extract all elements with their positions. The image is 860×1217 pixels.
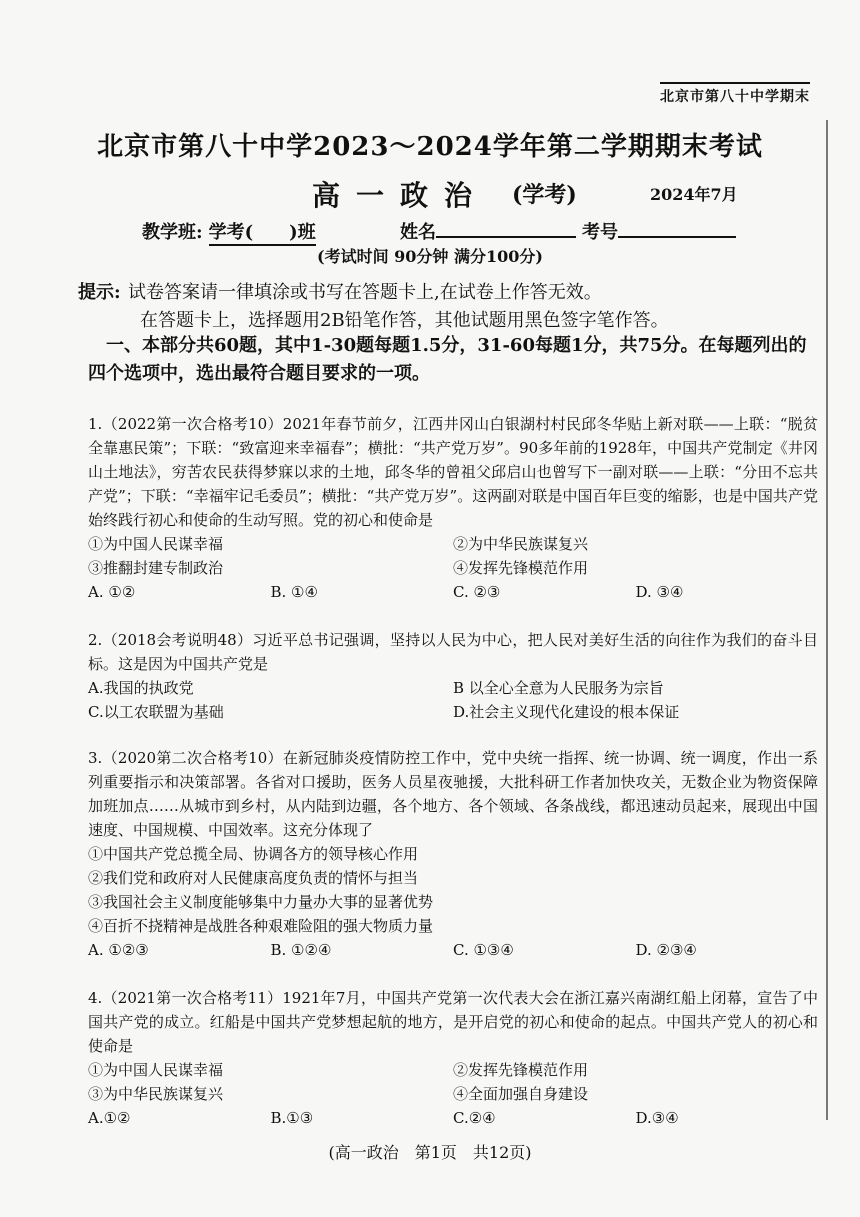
answer-option: C.以工农联盟为基础 xyxy=(88,703,224,721)
name-blank xyxy=(436,236,576,238)
statement-item: ②我们党和政府对人民健康高度负责的情怀与担当 xyxy=(88,869,419,887)
answer-option: B. ①④ xyxy=(270,583,318,601)
exam-duration: (考试时间 90分钟 满分100分) xyxy=(317,247,543,266)
id-label: 考号 xyxy=(582,222,618,243)
question-3 xyxy=(88,746,818,962)
statement-item: ①为中国人民谋幸福 xyxy=(88,1061,224,1079)
tip-line-2: 在答题卡上，选择题用2B铅笔作答，其他试题用黑色签字笔作答。 xyxy=(140,310,669,331)
statement-item: ③为中华民族谋复兴 xyxy=(88,1085,224,1103)
corner-stamp: 北京市第八十中学期末 xyxy=(660,82,810,106)
statement-item: ②发挥先锋模范作用 xyxy=(453,1061,589,1079)
page-edge-line xyxy=(826,120,828,1120)
answer-option: D.③④ xyxy=(635,1109,679,1127)
answer-option: B.①③ xyxy=(270,1109,314,1127)
statement-item: ①为中国人民谋幸福 xyxy=(88,535,224,553)
question-stem: 1.（2022第一次合格考10）2021年春节前夕，江西井冈山白银湖村村民邱冬华贴上新对联——上联：“脱贫全靠惠民策”；下联：“致富迎来幸福春”；横批：“共产党万岁”。90多年前的1928年，中国共产党制定《井冈山土地法》，穷苦农民获得梦寐以求的土地，邱冬华的曾祖父邱启山也曾写下一副对联——上联：“分田不忘共产党”；下联：“幸福牢记毛委员”；横批：“共产党万岁”。这两副对联是中国百年巨变的缩影，也是中国共产党始终践行初心和使命的生动写照。党的初心和使命是 xyxy=(88,415,818,529)
tip-label: 提示: xyxy=(78,282,121,303)
id-field xyxy=(582,218,736,244)
statement-item: ①中国共产党总揽全局、协调各方的领导核心作用 xyxy=(88,845,419,863)
class-value: 学考( )班 xyxy=(209,218,316,246)
answer-option: B 以全心全意为人民服务为宗旨 xyxy=(453,679,664,697)
question-4 xyxy=(88,986,818,1130)
name-field xyxy=(400,218,576,244)
page-footer: (高一政治 第1页 共12页) xyxy=(328,1143,532,1162)
id-blank xyxy=(618,236,736,238)
statement-item: ③我国社会主义制度能够集中力量办大事的显著优势 xyxy=(88,893,434,911)
question-stem: 2.（2018会考说明48）习近平总书记强调，坚持以人民为中心，把人民对美好生活的向往作为我们的奋斗目标。这是因为中国共产党是 xyxy=(88,631,818,673)
answer-option: D.社会主义现代化建设的根本保证 xyxy=(453,703,680,721)
class-label: 教学班: xyxy=(142,222,203,243)
statement-item: ④全面加强自身建设 xyxy=(453,1085,589,1103)
class-field xyxy=(142,218,316,246)
question-stem: 4.（2021第一次合格考11）1921年7月，中国共产党第一次代表大会在浙江嘉兴南湖红船上闭幕，宣告了中国共产党的成立。红船是中国共产党梦想起航的地方，是开启党的初心和使命的起点。中国共产党人的初心和使命是 xyxy=(88,989,818,1055)
answer-option: A. ①②③ xyxy=(88,941,149,959)
question-2 xyxy=(88,628,818,724)
exam-date: 2024年7月 xyxy=(650,185,738,204)
answer-option: A.我国的执政党 xyxy=(88,679,194,697)
subject-title: 高一政治 xyxy=(312,179,489,212)
statement-item: ③推翻封建专制政治 xyxy=(88,559,224,577)
name-label: 姓名 xyxy=(400,222,436,243)
answer-option: D. ③④ xyxy=(635,583,684,601)
subject-note: (学考) xyxy=(512,182,577,208)
answer-option: A. ①② xyxy=(88,583,136,601)
section-heading: 一、本部分共60题，其中1-30题每题1.5分，31-60每题1分，共75分。在每题列出的四个选项中，选出最符合题目要求的一项。 xyxy=(88,335,807,384)
question-stem: 3.（2020第二次合格考10）在新冠肺炎疫情防控工作中，党中央统一指挥、统一协调、统一调度，作出一系列重要指示和决策部署。各省对口援助，医务人员星夜驰援，大批科研工作者加快攻关，无数企业为物资保障加班加点……从城市到乡村，从内陆到边疆，各个地方、各个领域、各条战线，都迅速动员起来，展现出中国速度、中国规模、中国效率。这充分体现了 xyxy=(88,749,818,839)
answer-option: C. ①③④ xyxy=(453,941,514,959)
tip-line-1: 试卷答案请一律填涂或书写在答题卡上,在试卷上作答无效。 xyxy=(128,282,602,303)
statement-item: ④百折不挠精神是战胜各种艰难险阻的强大物质力量 xyxy=(88,917,434,935)
answer-option: A.①② xyxy=(88,1109,131,1127)
exam-title: 北京市第八十中学2023～2024学年第二学期期末考试 xyxy=(97,132,763,162)
answer-option: D. ②③④ xyxy=(635,941,697,959)
answer-option: B. ①②④ xyxy=(270,941,332,959)
answer-option: C. ②③ xyxy=(453,583,501,601)
statement-item: ②为中华民族谋复兴 xyxy=(453,535,589,553)
question-1 xyxy=(88,412,818,604)
answer-option: C.②④ xyxy=(453,1109,496,1127)
statement-item: ④发挥先锋模范作用 xyxy=(453,559,589,577)
